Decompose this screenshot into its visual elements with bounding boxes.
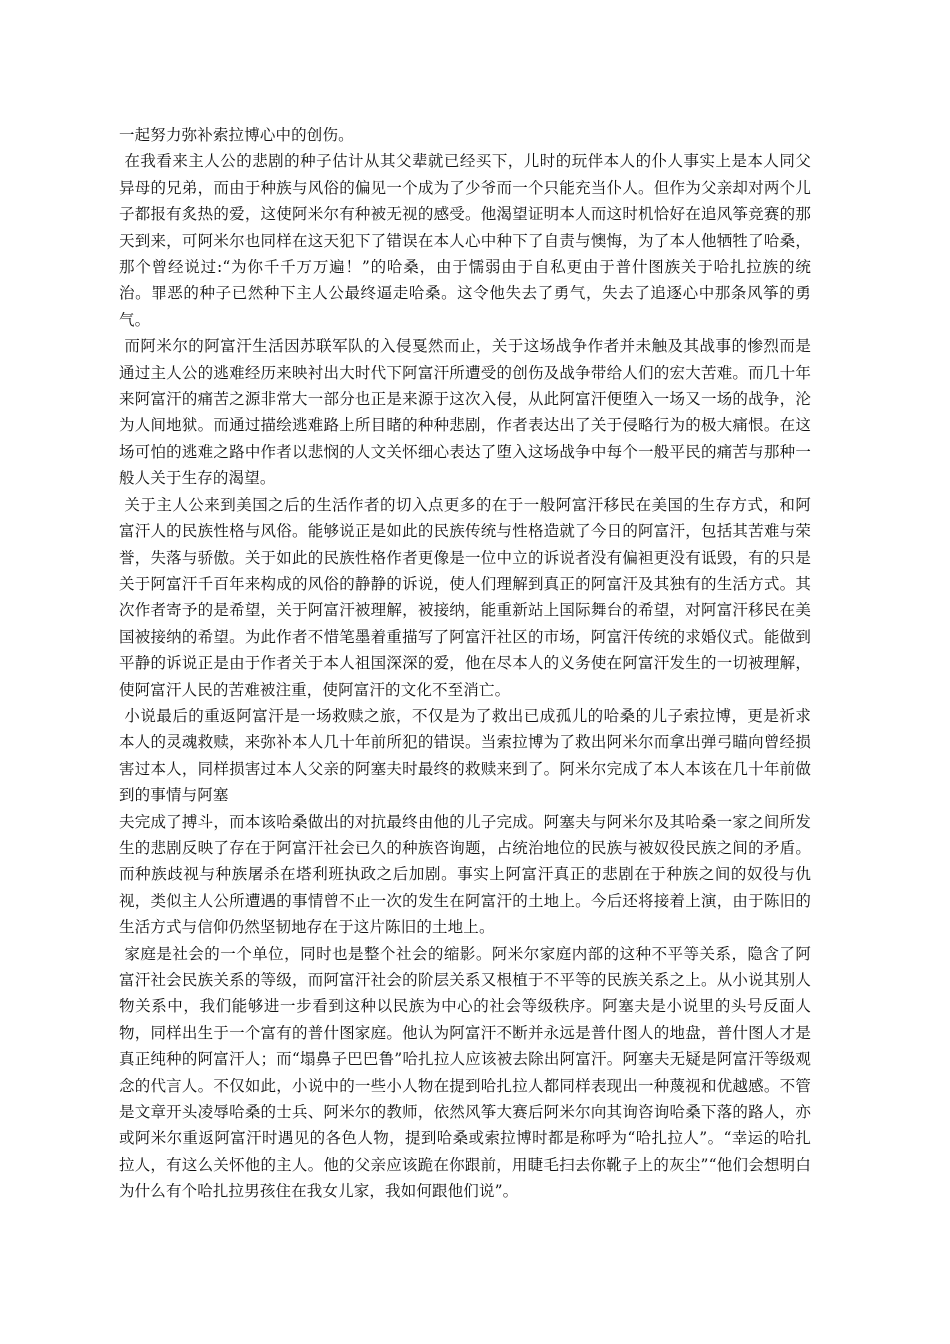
paragraph: 关于主人公来到美国之后的生活作者的切入点更多的在于一般阿富汗移民在美国的生存方式，和阿富汗人的民族性格与风俗。能够说正是如此的民族传统与性格造就了今日的阿富汗，包括其苦难与荣誉，失落与骄傲。关于如此的民族性格作者更像是一位中立的诉说者没有偏袒更没有诋毁，有的只是关于阿富汗千百年来构成的风俗的静静的诉说，使人们理解到真正的阿富汗及其独有的生活方式。其次作者寄予的是希望，关于阿富汗被理解，被接纳，能重新站上国际舞台的希望，对阿富汗移民在美国被接纳的希望。为此作者不惜笔墨着重描写了阿富汗社区的市场，阿富汗传统的求婚仪式。能做到平静的诉说正是由于作者关于本人祖国深深的爱，他在尽本人的义务使在阿富汗发生的一切被理解，使阿富汗人民的苦难被注重，使阿富汗的文化不至消亡。 xyxy=(119,495,812,699)
paragraph: 而阿米尔的阿富汗生活因苏联军队的入侵戛然而止，关于这场战争作者并未触及其战事的惨烈而是通过主人公的逃难经历来映衬出大时代下阿富汗所遭受的创伤及战争带给人们的宏大苦难。而几十年来阿富汗的痛苦之源非常大一部分也正是来源于这次入侵，从此阿富汗便堕入一场又一场的战争，沦为人间地狱。而通过描绘逃难路上所目睹的种种悲剧，作者表达出了关于侵略行为的极大痛恨。在这场可怕的逃难之路中作者以悲悯的人文关怀细心表达了堕入这场战争中每个一般平民的痛苦与那种一般人关于生存的渴望。 xyxy=(119,337,812,488)
paragraph: 在我看来主人公的悲剧的种子估计从其父辈就已经买下，儿时的玩伴本人的仆人事实上是本人同父异母的兄弟，而由于种族与风俗的偏见一个成为了少爷而一个只能充当仆人。但作为父亲却对两个儿子都报有炙热的爱，这使阿米尔有种被无视的感受。他渴望证明本人而这时机恰好在追风筝竞赛的那天到来，可阿米尔也同样在这天犯下了错误在本人心中种下了自责与懊悔，为了本人他牺牲了哈桑，那个曾经说过:“为你千千万万遍！”的哈桑，由于懦弱由于自私更由于普什图族关于哈扎拉族的统治。罪恶的种子已然种下主人公最终逼走哈桑。这令他失去了勇气，失去了追逐心中那条风筝的勇气。 xyxy=(119,152,812,329)
paragraph: 家庭是社会的一个单位，同时也是整个社会的缩影。阿米尔家庭内部的这种不平等关系，隐含了阿富汗社会民族关系的等级，而阿富汗社会的阶层关系又根植于不平等的民族关系之上。从小说其别人物关系中，我们能够进一步看到这种以民族为中心的社会等级秩序。阿塞夫是小说里的头号反面人物，同样出生于一个富有的普什图家庭。他认为阿富汗不断并永远是普什图人的地盘，普什图人才是真正纯种的阿富汗人；而“塌鼻子巴巴鲁”哈扎拉人应该被去除出阿富汗。阿塞夫无疑是阿富汗等级观念的代言人。不仅如此，小说中的一些小人物在提到哈扎拉人都同样表现出一种蔑视和优越感。不管是文章开头凌辱哈桑的士兵、阿米尔的教师，依然风筝大赛后阿米尔向其询咨询哈桑下落的路人，亦或阿米尔重返阿富汗时遇见的各色人物，提到哈桑或索拉博时都是称呼为“哈扎拉人”。“幸运的哈扎拉人，有这么关怀他的主人。他的父亲应该跪在你跟前，用睫毛扫去你靴子上的灰尘”“他们会想明白为什么有个哈扎拉男孩住在我女儿家，我如何跟他们说”。 xyxy=(119,944,812,1201)
document-body xyxy=(119,122,811,1205)
paragraph: 夫完成了搏斗，而本该哈桑做出的对抗最终由他的儿子完成。阿塞夫与阿米尔及其哈桑一家之间所发生的悲剧反映了存在于阿富汗社会已久的种族咨询题，占统治地位的民族与被奴役民族之间的矛盾。而种族歧视与种族屠杀在塔利班执政之后加剧。事实上阿富汗真正的悲剧在于种族之间的奴役与仇视，类似主人公所遭遇的事情曾不止一次的发生在阿富汗的土地上。今后还将接着上演，由于陈旧的生活方式与信仰仍然坚韧地存在于这片陈旧的土地上。 xyxy=(119,812,811,937)
paragraph: 一起努力弥补索拉博心中的创伤。 xyxy=(119,126,354,144)
paragraph: 小说最后的重返阿富汗是一场救赎之旅，不仅是为了救出已成孤儿的哈桑的儿子索拉博，更是祈求本人的灵魂救赎，来弥补本人几十年前所犯的错误。当索拉博为了救出阿米尔而拿出弹弓瞄向曾经损害过本人，同样损害过本人父亲的阿塞夫时最终的救赎来到了。阿米尔完成了本人本该在几十年前做到的事情与阿塞 xyxy=(119,706,812,805)
